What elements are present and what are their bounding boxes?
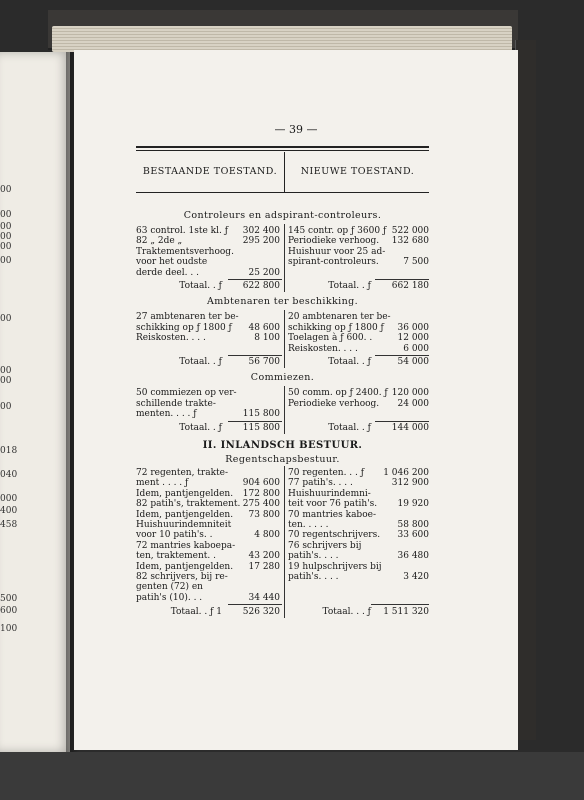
row-label: voor het oudste — [136, 257, 208, 268]
row-label: 82 schrijvers, bij re- — [136, 571, 228, 582]
table-row — [136, 541, 280, 551]
table-row — [288, 257, 429, 267]
total-amount: 115 800 — [242, 422, 280, 433]
table-row — [136, 551, 280, 561]
table-row — [288, 323, 429, 333]
row-amount: 43 200 — [248, 551, 280, 562]
table-row — [288, 468, 429, 478]
table-row — [136, 268, 280, 278]
row-label: 72 regenten, trakte- — [136, 468, 229, 478]
row-label: spirant-controleurs. — [288, 257, 379, 268]
table-row — [136, 582, 280, 592]
table-row — [288, 333, 429, 343]
row-amount: 132 680 — [391, 236, 429, 247]
row-label: ten, traktement. . — [136, 551, 216, 562]
table-header — [136, 146, 429, 202]
table-row — [288, 312, 429, 322]
left-page-fragment: 458 — [0, 520, 18, 530]
sum-rule — [228, 604, 282, 605]
row-label: schikking op ƒ 1800 ƒ — [288, 322, 384, 333]
row-amount: 36 480 — [397, 551, 429, 562]
left-page-fragment: 00 — [0, 376, 12, 386]
table-row — [288, 562, 429, 572]
left-page-fragment: 00 — [0, 242, 12, 252]
left-page-fragment: 500 — [0, 594, 18, 604]
page-edges — [52, 26, 512, 52]
header-existing-state: BESTAANDE TOESTAND. — [142, 166, 278, 177]
table-row — [288, 541, 429, 551]
existing-column — [136, 312, 280, 354]
row-amount: 904 600 — [242, 478, 280, 489]
table-row — [136, 281, 280, 291]
row-label: Reiskosten. . . . — [136, 333, 206, 344]
book-cover-right — [515, 40, 536, 740]
row-amount: 48 600 — [248, 322, 280, 333]
row-amount: 8 100 — [254, 333, 280, 344]
table-row — [288, 572, 429, 582]
table-row — [288, 344, 429, 354]
row-label: voor 10 patih's. . — [136, 530, 213, 541]
table-row — [136, 333, 280, 343]
table-row — [136, 312, 280, 322]
total-amount: 662 180 — [391, 281, 429, 291]
table-row — [288, 499, 429, 509]
row-label: 72 mantries kaboepa- — [136, 540, 236, 551]
row-label: Huishuurindemniteit — [136, 519, 232, 530]
total-row — [136, 607, 280, 617]
table-row — [136, 247, 280, 257]
left-page-fragment: 000 — [0, 494, 18, 504]
total-label: Totaal. . ƒ 1 — [170, 607, 222, 618]
row-label: Idem, pantjengelden. — [136, 561, 234, 572]
row-amount: 25 200 — [248, 267, 280, 278]
row-label: 70 regenten. . . ƒ — [288, 468, 365, 478]
row-label: Idem, pantjengelden. — [136, 488, 234, 499]
table-row — [288, 530, 429, 540]
total-amount: 56 700 — [248, 357, 280, 367]
table-row — [288, 399, 429, 409]
row-label: 50 comm. op ƒ 2400. ƒ — [288, 388, 388, 399]
header-new-state: NIEUWE TOESTAND. — [300, 166, 415, 177]
row-amount: 34 440 — [248, 592, 280, 603]
left-page-fragment: 00 — [0, 402, 12, 412]
row-amount: 73 800 — [248, 509, 280, 520]
existing-column — [136, 388, 280, 419]
total-amount: 622 800 — [242, 281, 280, 291]
row-label: 82 „ 2de „ — [136, 236, 183, 247]
background-surface — [0, 752, 584, 800]
table-row — [136, 468, 280, 478]
page-number: — 39 — — [274, 123, 318, 136]
table-row — [288, 409, 429, 419]
total-label: Totaal. . ƒ — [179, 357, 222, 367]
row-amount: 522 000 — [391, 226, 429, 236]
table-row — [288, 607, 429, 617]
new-column — [288, 468, 429, 603]
row-amount: 312 900 — [391, 478, 429, 489]
table-row — [136, 489, 280, 499]
row-label: 76 schrijvers bij — [288, 540, 362, 551]
row-label: Periodieke verhoog. — [288, 398, 380, 409]
table-row — [136, 399, 280, 409]
sum-rule — [375, 421, 429, 422]
row-amount: 3 420 — [403, 571, 429, 582]
row-label: teit voor 76 patih's. — [288, 499, 378, 510]
table-row — [136, 562, 280, 572]
row-label: Periodieke verhoog. — [288, 236, 380, 247]
existing-column — [136, 226, 280, 278]
new-column — [288, 226, 429, 278]
total-row — [288, 281, 429, 291]
row-label: 145 contr. op ƒ 3600 ƒ — [288, 226, 387, 236]
table-row — [136, 593, 280, 603]
left-page-fragment: 400 — [0, 506, 18, 516]
column-divider — [284, 310, 285, 368]
row-label: 82 patih's, traktement. — [136, 499, 241, 510]
row-label: 27 ambtenaren ter be- — [136, 312, 239, 323]
row-label: 20 ambtenaren ter be- — [288, 312, 391, 323]
table-row — [288, 593, 429, 603]
total-row — [136, 357, 280, 367]
table-row — [136, 323, 280, 333]
total-label: Totaal. . ƒ — [328, 422, 371, 433]
row-label: schikking op ƒ 1800 ƒ — [136, 322, 232, 333]
subsection-title: Regentschapsbestuur. — [225, 454, 340, 465]
table-row — [288, 423, 429, 433]
total-row — [136, 423, 280, 433]
row-label: 70 regentschrijvers. — [288, 530, 381, 541]
column-divider — [284, 466, 285, 618]
row-amount: 1 046 200 — [383, 468, 429, 478]
column-divider — [284, 386, 285, 434]
left-page-fragment: 100 — [0, 624, 18, 634]
row-amount: 33 600 — [397, 530, 429, 541]
left-page — [0, 52, 70, 752]
table-row — [288, 582, 429, 592]
table-row — [288, 268, 429, 278]
row-label: genten (72) en — [136, 582, 203, 593]
left-page-fragment: 040 — [0, 470, 18, 480]
table-row — [136, 357, 280, 367]
left-page-fragment: 018 — [0, 446, 18, 456]
left-page-fragment: 00 — [0, 232, 12, 242]
row-label: patih's. . . . — [288, 551, 339, 562]
table-row — [136, 409, 280, 419]
row-amount: 7 500 — [403, 257, 429, 268]
total-row — [288, 607, 429, 617]
table-row — [288, 551, 429, 561]
row-label: 50 commiezen op ver- — [136, 388, 237, 399]
new-column — [288, 388, 429, 419]
part-title: II. INLANDSCH BESTUUR. — [202, 440, 363, 451]
sum-rule — [371, 604, 429, 605]
table-row — [288, 520, 429, 530]
total-row — [136, 281, 280, 291]
row-label: Huishuur voor 25 ad- — [288, 246, 386, 257]
row-amount: 4 800 — [254, 530, 280, 541]
total-label: Totaal. . ƒ — [179, 281, 222, 291]
row-amount: 58 800 — [397, 519, 429, 530]
row-amount: 36 000 — [397, 322, 429, 333]
left-page-fragment: 00 — [0, 210, 12, 220]
section-title: Commiezen. — [250, 372, 315, 384]
table-row — [288, 226, 429, 236]
table-row — [136, 520, 280, 530]
table-row — [288, 247, 429, 257]
left-page-fragment: 00 — [0, 185, 12, 195]
row-label: 70 mantries kaboe- — [288, 509, 376, 520]
row-label: 63 control. 1ste kl. ƒ — [136, 226, 229, 236]
total-amount: 54 000 — [397, 357, 429, 367]
row-amount: 275 400 — [242, 499, 280, 510]
total-amount: 526 320 — [242, 607, 280, 618]
row-label: Traktementsverhoog. — [136, 246, 234, 257]
section-title: Controleurs en adspirant-controleurs. — [183, 210, 382, 221]
table-row — [288, 478, 429, 488]
new-column — [288, 312, 429, 354]
row-label: 77 patih's. . . . — [288, 478, 353, 489]
total-row — [288, 423, 429, 433]
table-row — [288, 489, 429, 499]
sum-rule — [228, 421, 282, 422]
total-amount: 144 000 — [391, 422, 429, 433]
table-row — [136, 499, 280, 509]
sum-rule — [228, 355, 282, 356]
table-row — [136, 478, 280, 488]
total-label: Totaal. . ƒ — [179, 422, 222, 433]
table-row — [136, 388, 280, 398]
left-page-fragment: 00 — [0, 222, 12, 232]
row-label: Idem, pantjengelden. — [136, 509, 234, 520]
row-label: Reiskosten. . . . — [288, 343, 358, 354]
row-label: ten. . . . . — [288, 519, 329, 530]
left-page-fragment: 600 — [0, 606, 18, 616]
total-amount: 1 511 320 — [383, 607, 429, 618]
row-amount: 24 000 — [397, 398, 429, 409]
row-label: ment . . . . ƒ — [136, 478, 189, 489]
row-label: patih's. . . . — [288, 571, 339, 582]
row-label: 19 hulpschrijvers bij — [288, 561, 382, 572]
table-row — [288, 510, 429, 520]
table-row — [136, 257, 280, 267]
document-page — [74, 50, 518, 750]
table-row — [136, 530, 280, 540]
row-label: menten. . . . ƒ — [136, 409, 197, 420]
row-amount: 120 000 — [391, 388, 429, 399]
left-page-fragment: 00 — [0, 314, 12, 324]
row-label: derde deel. . . — [136, 267, 199, 278]
row-amount: 17 280 — [248, 561, 280, 572]
row-amount: 6 000 — [403, 343, 429, 354]
table-row — [136, 344, 280, 354]
row-label: Toelagen à ƒ 600. . — [288, 333, 373, 344]
table-row — [136, 226, 280, 236]
table-row — [136, 236, 280, 246]
column-divider — [284, 224, 285, 292]
total-row — [288, 357, 429, 367]
sum-rule — [375, 355, 429, 356]
total-label: Totaal. . ƒ — [328, 281, 371, 291]
left-page-fragment: 00 — [0, 256, 12, 266]
table-row — [136, 572, 280, 582]
table-row — [288, 281, 429, 291]
table-row — [136, 607, 280, 617]
total-label: Totaal. . . ƒ — [322, 607, 371, 618]
row-amount: 19 920 — [397, 499, 429, 510]
table-row — [288, 236, 429, 246]
left-page-fragment: 00 — [0, 366, 12, 376]
row-label: schillende trakte- — [136, 398, 216, 409]
row-amount: 302 400 — [242, 226, 280, 236]
row-label: patih's (10). . . — [136, 592, 203, 603]
table-row — [136, 423, 280, 433]
sum-rule — [375, 279, 429, 280]
row-amount: 115 800 — [242, 409, 280, 420]
total-label: Totaal. . ƒ — [328, 357, 371, 367]
table-row — [288, 388, 429, 398]
table-row — [136, 510, 280, 520]
sum-rule — [228, 279, 282, 280]
row-amount: 295 200 — [242, 236, 280, 247]
row-label: Huishuurindemni- — [288, 488, 371, 499]
row-amount: 172 800 — [242, 488, 280, 499]
row-amount: 12 000 — [397, 333, 429, 344]
section-title: Ambtenaren ter beschikking. — [206, 296, 359, 308]
table-row — [288, 357, 429, 367]
existing-column — [136, 468, 280, 603]
